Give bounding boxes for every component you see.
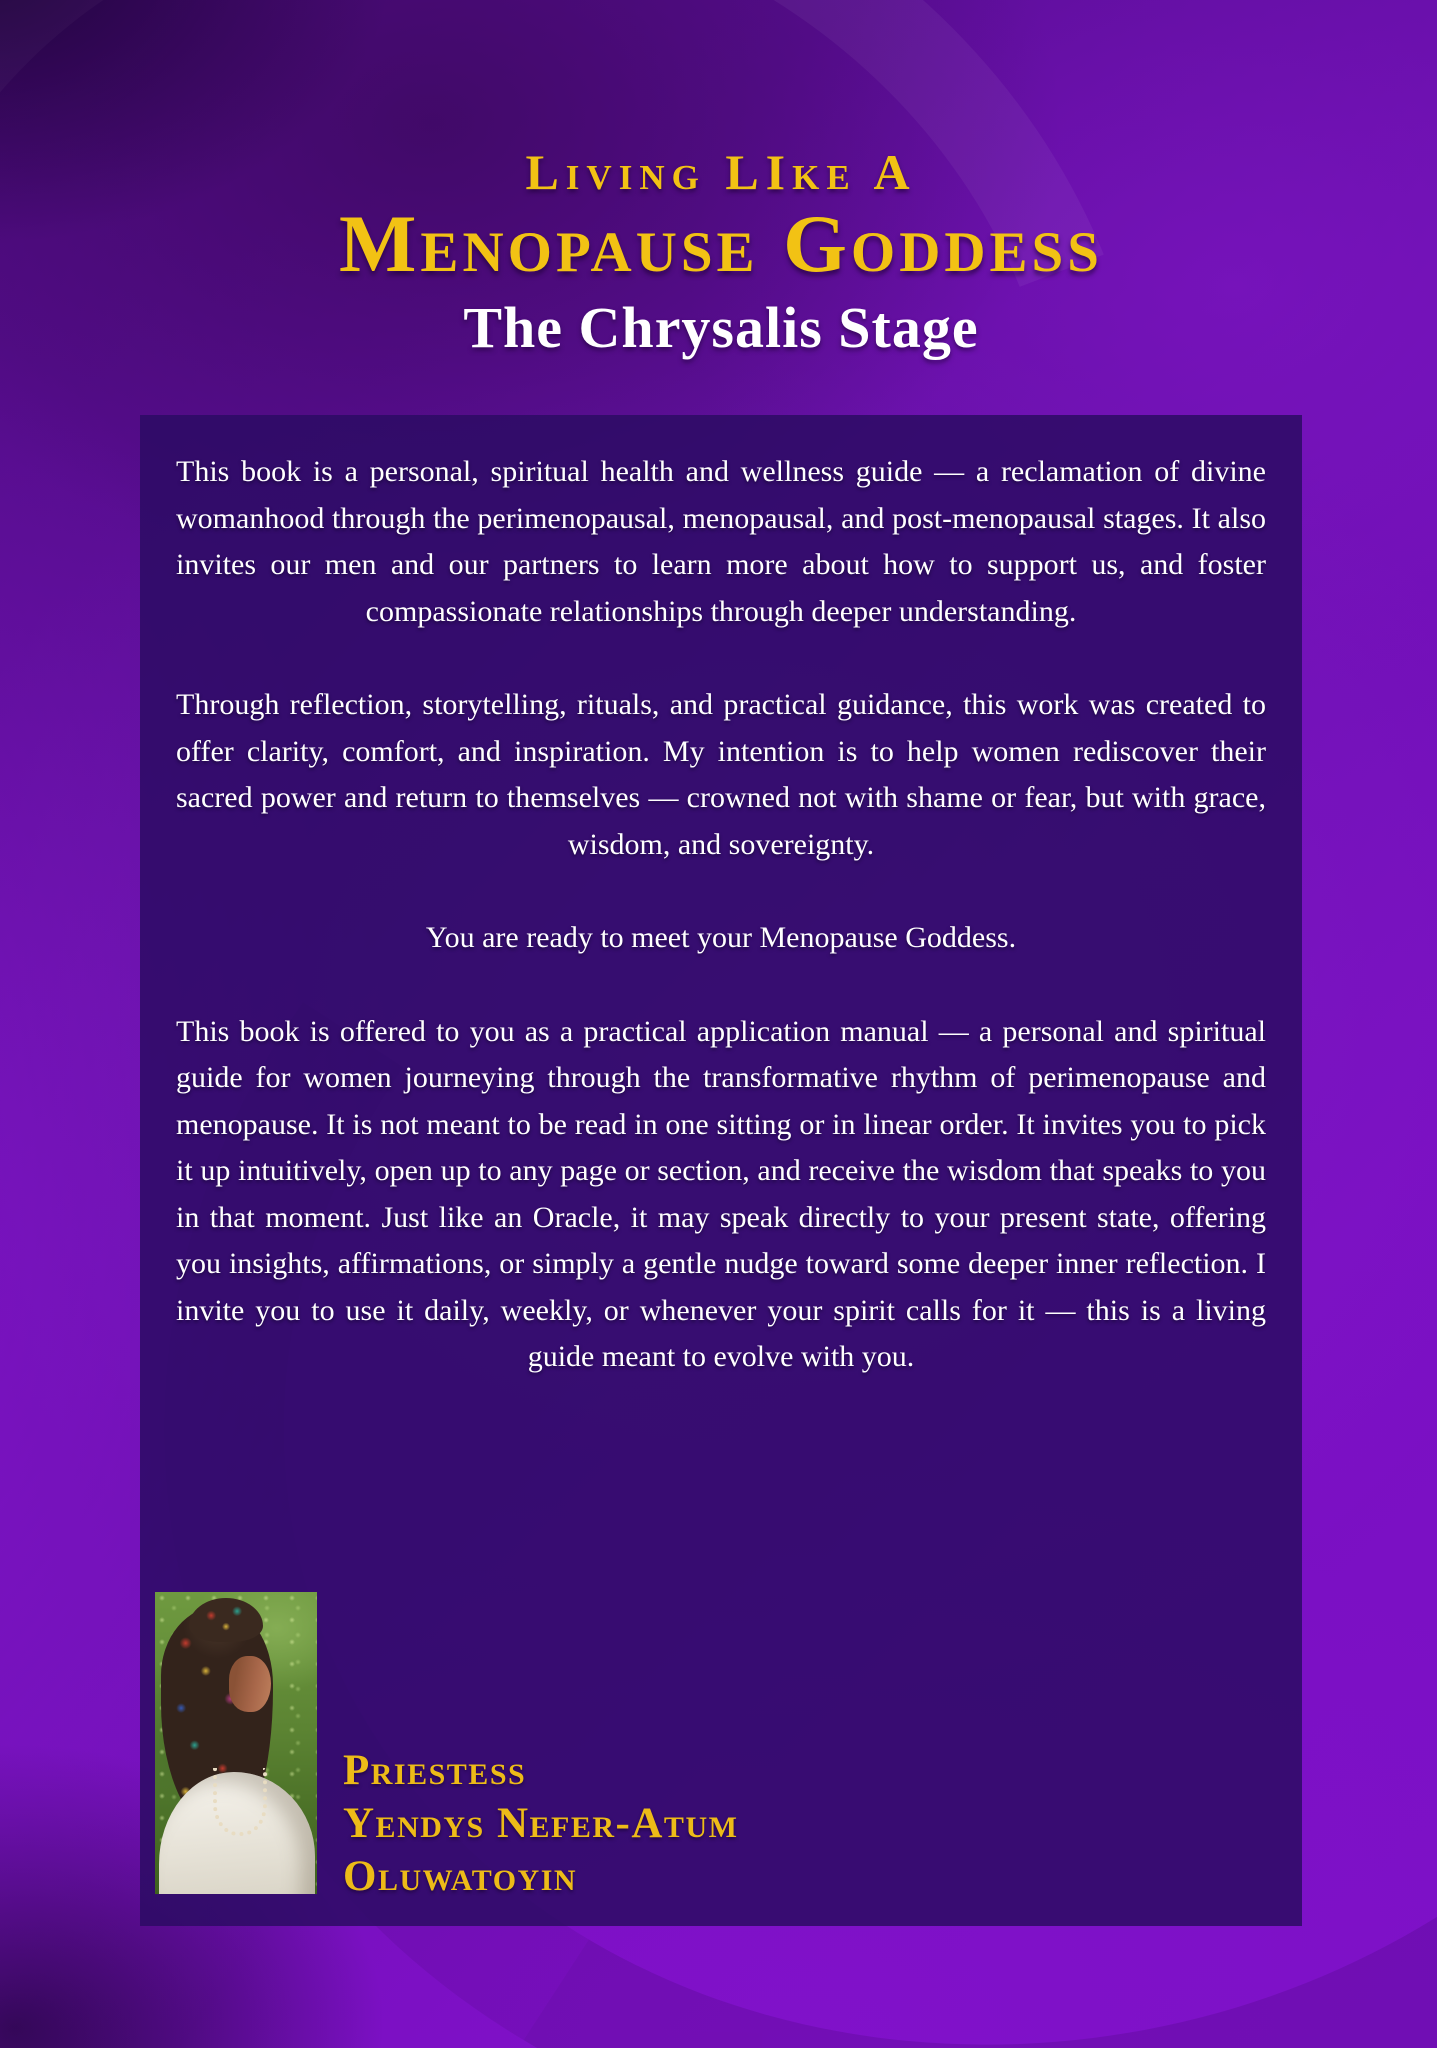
author-name-block <box>343 1592 738 1903</box>
author-surname: Oluwatoyin <box>343 1853 578 1900</box>
description-paragraph-1: This book is a personal, spiritual health and wellness guide — a reclamation of divine womanhood through the perimenopausal, menopausal, and post-menopausal stages. It also invites our men and our partners to learn more about how to support us, and foster compassionate relationships through deeper understanding. <box>176 455 1266 628</box>
author-photo-face <box>229 1656 271 1712</box>
author-photo-headwrap <box>189 1598 263 1642</box>
description-paragraph-3: You are ready to meet your Menopause Goddess. <box>425 921 1017 954</box>
author-section <box>155 1592 738 1903</box>
description-paragraph-4: This book is offered to you as a practical application manual — a personal and spiritual guide for women journeying through the transformative rhythm of perimenopause and menopause. It is not meant to be read in one sitting or in linear order. It invites you to pick it up intuitively, open up to any page or section, and receive the wisdom that speaks to you in that moment. Just like an Oracle, it may speak directly to your present state, offering you insights, affirmations, or simply a gentle nudge toward some deeper inner reflection. I invite you to use it daily, weekly, or whenever your spirit calls for it — this is a living guide meant to evolve with you. <box>176 1014 1266 1373</box>
author-portrait-photo <box>155 1592 317 1894</box>
author-photo-necklace <box>213 1768 267 1836</box>
title-block <box>140 146 1302 360</box>
title-line-2: Menopause Goddess <box>339 198 1103 289</box>
author-title: Priestess <box>343 1747 527 1794</box>
description-paragraph-2: Through reflection, storytelling, rituals, and practical guidance, this work was created to offer clarity, comfort, and inspiration. My intention is to help women rediscover their sacred power and return to themselves — crowned not with shame or fear, but with grace, wisdom, and sovereignty. <box>176 688 1266 861</box>
subtitle: The Chrysalis Stage <box>463 295 979 361</box>
title-line-1: Living LIke A <box>525 144 917 200</box>
author-name: Yendys Nefer-Atum <box>343 1800 739 1847</box>
description-panel <box>140 415 1302 1926</box>
